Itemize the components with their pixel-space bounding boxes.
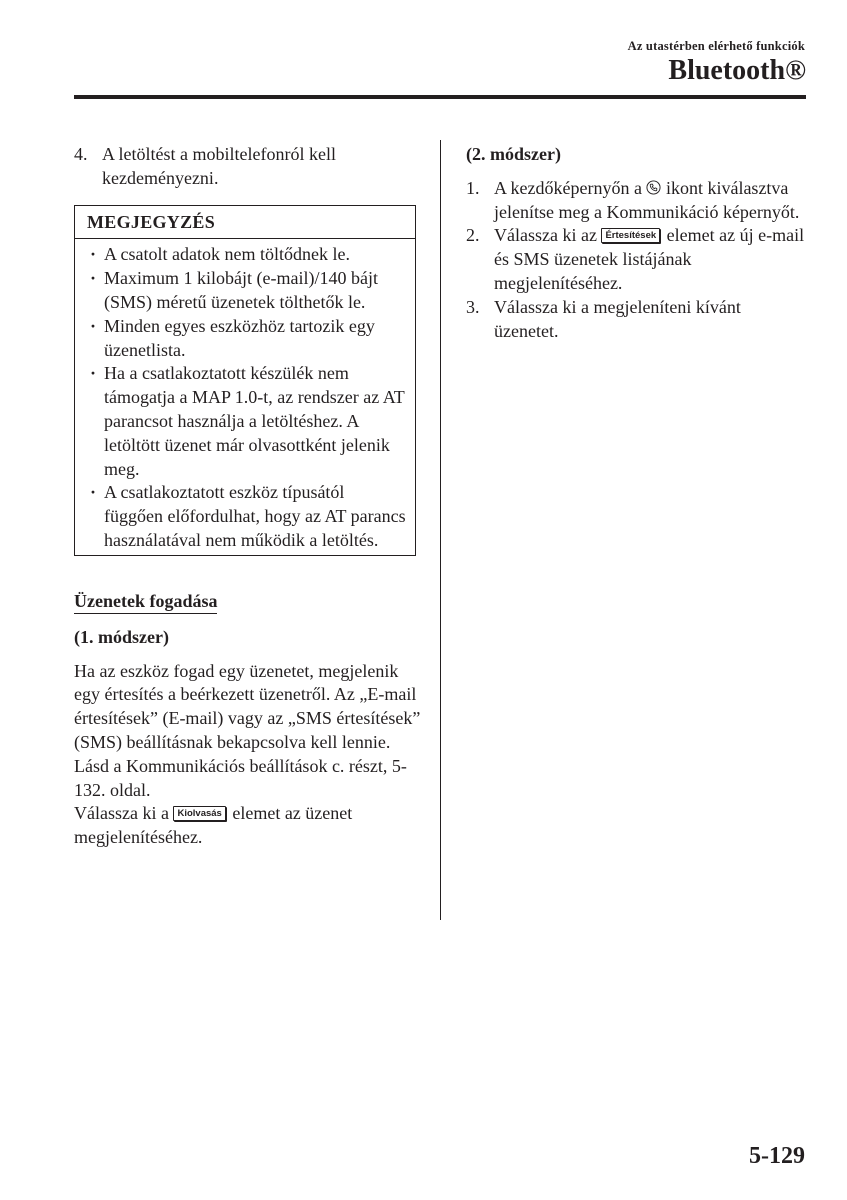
running-header-section: Az utastérben elérhető funkciók bbox=[627, 39, 805, 53]
step-number: 2. bbox=[466, 225, 480, 246]
text-fragment: Válassza ki az bbox=[494, 225, 597, 246]
paragraph-line: Lásd a Kommunikációs beállítások c. részt, 5-132. oldal. bbox=[74, 755, 407, 800]
text-fragment: A kezdőképernyőn a bbox=[494, 177, 642, 198]
method1-heading: (1. módszer) bbox=[74, 626, 169, 647]
step-text: Válassza ki a megjeleníteni kívánt üzenetet. bbox=[494, 296, 741, 341]
note-title: MEGJEGYZÉS bbox=[75, 206, 415, 240]
step-number: 3. bbox=[466, 296, 480, 317]
note-list bbox=[75, 239, 415, 554]
text-fragment: Válassza ki a bbox=[74, 803, 169, 824]
list-item bbox=[466, 224, 806, 295]
header-rule bbox=[74, 95, 806, 99]
text-fragment: elemet az üzenet megjelenítéséhez. bbox=[74, 803, 353, 848]
method2-heading: (2. módszer) bbox=[466, 144, 561, 164]
page-number: 5-129 bbox=[749, 1143, 805, 1169]
step-number: 1. bbox=[466, 177, 480, 198]
list-item: · Ha a csatlakoztatott készülék nem támogatja a MAP 1.0-t, az rendszer az AT parancsot használja a letöltéshez. A letöltött üzenet már olvasottként jelenik meg. bbox=[89, 362, 407, 481]
step-list-continued bbox=[74, 143, 424, 191]
list-item: · Minden egyes eszközhöz tartozik egy üzenetlista. bbox=[89, 315, 407, 363]
method2-steps bbox=[466, 177, 806, 344]
paragraph-line bbox=[74, 802, 424, 850]
list-item: · A csatolt adatok nem töltődnek le. bbox=[89, 243, 407, 267]
kiolvasas-button-icon: Kiolvasás bbox=[173, 806, 225, 821]
step-number: 4. bbox=[74, 144, 88, 164]
note-box bbox=[74, 205, 416, 556]
list-item bbox=[466, 296, 806, 344]
communication-phone-icon bbox=[646, 180, 661, 195]
text-fragment: elemet az új e-mail és SMS üzenetek listájának megjelenítéséhez. bbox=[494, 225, 805, 293]
list-item: · Maximum 1 kilobájt (e-mail)/140 bájt (SMS) méretű üzenetek tölthetők le. bbox=[89, 267, 407, 315]
list-item bbox=[74, 143, 424, 191]
ertesitesek-button-icon: Értesítések bbox=[601, 228, 660, 243]
left-column bbox=[74, 143, 424, 850]
method1-paragraph bbox=[74, 660, 424, 850]
step-text: A letöltést a mobiltelefonról kell kezdeményezni. bbox=[102, 144, 336, 188]
section-heading: Üzenetek fogadása bbox=[74, 590, 217, 614]
right-column bbox=[466, 143, 806, 343]
list-item: · A csatlakoztatott eszköz típusától függően előfordulhat, hogy az AT parancs használatával nem működik a letöltés. bbox=[89, 481, 407, 552]
text-fragment: ikont kiválasztva jelenítse meg a Kommunikáció képernyőt. bbox=[494, 177, 800, 222]
list-item bbox=[466, 177, 806, 225]
running-header-title: Bluetooth® bbox=[668, 55, 806, 86]
paragraph-line: Ha az eszköz fogad egy üzenetet, megjelenik egy értesítés a beérkezett üzenetről. Az „E-mail értesítések” (E-mail) vagy az „SMS értesítések” (SMS) beállításnak bekapcsolva kell lennie. bbox=[74, 660, 421, 752]
column-divider bbox=[440, 140, 441, 920]
